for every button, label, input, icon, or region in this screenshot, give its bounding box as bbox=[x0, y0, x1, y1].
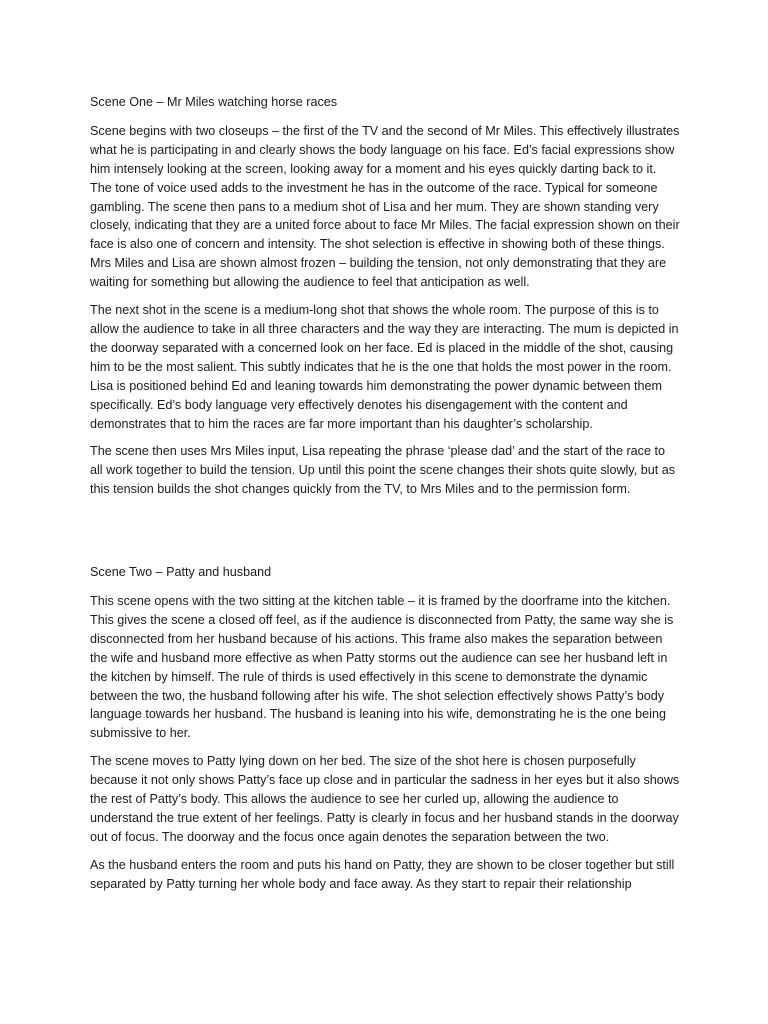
scene-one-paragraph-3: The scene then uses Mrs Miles input, Lisa repeating the phrase ‘please dad’ and the start of the race to all work together to build the tension. Up until this point the scene changes their shots quite slowly, but as this tension builds the shot changes quickly from the TV, to Mrs Miles and to the permission form. bbox=[90, 444, 676, 497]
scene-two-paragraph-1: This scene opens with the two sitting at the kitchen table – it is framed by the doorframe into the kitchen. This gives the scene a closed off feel, as if the audience is disconnected from Patty, the same way she is disconnected from her husband because of his actions. This frame also makes the separation between the wife and husband more effective as when Patty storms out the audience can see her husband left in the kitchen by himself. The rule of thirds is used effectively in this scene to demonstrate the dynamic between the two, the husband following after his wife. The shot selection effectively shows Patty’s body language towards her husband. The husband is leaning into his wife, demonstrating he is the one being submissive to her. bbox=[90, 594, 674, 741]
scene-one-heading: Scene One – Mr Miles watching horse races bbox=[90, 95, 338, 109]
section-spacer bbox=[90, 508, 680, 563]
scene-one-paragraph-1: Scene begins with two closeups – the first of the TV and the second of Mr Miles. This effectively illustrates what he is participating in and clearly shows the body language on his face. Ed’s facial expressions show him intensely looking at the screen, looking away for a moment and his eyes quickly darting back to it. The tone of voice used adds to the investment he has in the outcome of the race. Typical for someone gambling. The scene then pans to a medium shot of Lisa and her mum. They are shown standing very closely, indicating that they are a united force about to face Mr Miles. The facial expression shown on their face is also one of concern and intensity. The shot selection is effective in showing both of these things. Mrs Miles and Lisa are shown almost frozen – building the tension, not only demonstrating that they are waiting for something but allowing the audience to feel that anticipation as well. bbox=[90, 123, 680, 290]
scene-two-section bbox=[90, 563, 680, 894]
scene-two-paragraph-2: The scene moves to Patty lying down on her bed. The size of the shot here is chosen purposefully because it not only shows Patty’s face up close and in particular the sadness in her eyes but it also shows the rest of Patty’s body. This allows the audience to see her curled up, allowing the audience to understand the true extent of her feelings. Patty is clearly in focus and her husband stands in the doorway out of focus. The doorway and the focus once again denotes the separation between the two. bbox=[90, 754, 680, 844]
scene-two-heading: Scene Two – Patty and husband bbox=[90, 565, 272, 580]
scene-two-paragraph-3: As the husband enters the room and puts his hand on Patty, they are shown to be closer together but still separated by Patty turning her whole body and face away. As they start to repair their relationship bbox=[90, 857, 675, 891]
scene-one-section bbox=[90, 93, 680, 499]
scene-one-paragraph-2: The next shot in the scene is a medium-long shot that shows the whole room. The purpose of this is to allow the audience to take in all three characters and the way they are interacting. The mum is depicted in the doorway separated with a concerned look on her face. Ed is placed in the middle of the shot, causing him to be the most salient. This subtly indicates that he is the one that holds the most power in the room. Lisa is positioned behind Ed and leaning towards him demonstrating the power dynamic between them specifically. Ed’s body language very effectively denotes his disengagement with the content and demonstrates that to him the races are far more important than his daughter’s scholarship. bbox=[90, 303, 679, 431]
document-page bbox=[90, 93, 680, 903]
